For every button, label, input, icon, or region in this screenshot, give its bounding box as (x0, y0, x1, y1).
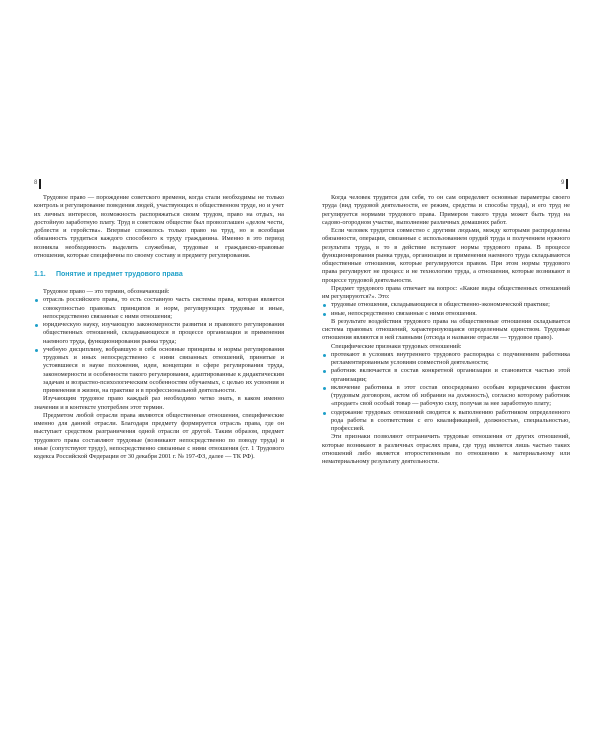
relations-list (322, 301, 570, 318)
section-heading (34, 270, 284, 279)
list-item: работник включается в состав конкретной организации и становится частью этой организации; (322, 367, 570, 384)
subject-paragraph: Предметом любой отрасли права являются общественные отношения, специфические именно для данной отрасли. Благодаря предмету формируется отрасль права, где он выступает средством разграничения одной отрасли от другой. Таким образом, предмет трудового права составляют трудовые (возникают непосредственно по поводу труда) и иные (сопутствуют труду), непосредственно связанные с ними отношения (ст. 1 Трудового кодекса Российской Федерации от 30 декабря 2001 г. № 197-ФЗ, далее — ТК РФ). (34, 411, 284, 460)
list-item: содержание трудовых отношений сводится к выполнению работником определенного рода работы в соответствии с его квалификацией, должностью, специальностью, профессией. (322, 409, 570, 434)
page-number-right: 9 (561, 180, 565, 186)
intro-paragraph: Трудовое право — порождение советского времени, когда стали необходимы не только контроль и регулирование поведения людей, участвующих в общественном труде, но и учет их личных интересов, возможность распоряжаться своим трудом, право на отдых, на достойную заработную плату. Труд в советском обществе был провозглашен «делом чести, доблести и геройства». Впервые сложилось только право на труд, но и всеобщая обязанность трудиться каждого способного к труду гражданина. Именно в это период возникла необходимость выделить служебные, трудовые и гражданско-правовые отношения, которые специфичны по своему составу и предмету регулирования. (34, 194, 284, 259)
term-meanings-list (34, 296, 284, 395)
list-item: включение работника в этот состав опосредовано особым юридическим фактом (трудовым договором, актом об избрании на должность), согласно которому работник «продает» свой особый товар — рабочую силу, получая за нее заработную плату; (322, 384, 570, 409)
list-item: трудовые отношения, складывающиеся в общественно-экономической практике; (322, 301, 570, 309)
body-paragraph: В результате воздействия трудового права на общественные отношения складывается система правовых отношений, характеризующаяся определенным единством. Трудовые отношения являются в ней главными (отсюда и название отрасли — трудовое право). (322, 317, 570, 342)
features-list (322, 351, 570, 434)
page-number-left: 8 (34, 180, 38, 186)
right-page (322, 178, 570, 466)
body-paragraph: Если человек трудится совместно с другими людьми, между которыми распределены обязанности, операции, связанные с использованием орудий труда и получением нужного результата труда, в то в действие вступают нормы трудового права. В процессе функционирования рынка труда, организации и применения наемного труда складываются общественные отношения, которые регулируются правом. При этом нормы трудового права регулируют не процесс и не технологию труда, а отношения, которые возникают в процессе трудовой деятельности. (322, 227, 570, 284)
list-item: юридическую науку, изучающую закономерности развития и правового регулирования общественных отношений, складывающихся в процессе организации и применения наемного труда, функционирования рынка труда; (34, 321, 284, 346)
body-paragraph: Когда человек трудится для себя, то он сам определяет основные параметры своего труда (вид трудовой деятельности, ее режим, средства и способы труда), и его труд не регулируется нормами трудового права. Примером такого труда может быть труд на садово-огородном участке, выполнение различных домашних работ. (322, 194, 570, 226)
context-paragraph: Изучающим трудовое право каждый раз необходимо четко знать, в каком именно значении и в контексте употреблен этот термин. (34, 395, 284, 411)
left-page (34, 178, 284, 461)
body-paragraph: Эти признаки позволяют отграничить трудовые отношения от других отношений, которые возникают в различных отраслях права, где труд является лишь частью таких отношений либо является второстепенным по отношению к материальному или нематериальному результату деятельности. (322, 433, 570, 465)
list-item: отрасль российского права, то есть составную часть системы права, которая является совокупностью правовых принципов и норм, регулирующих трудовые и иные, непосредственно связанные с ними отношения; (34, 296, 284, 321)
section-number: 1.1. (34, 271, 46, 278)
section-title: Понятие и предмет трудового права (56, 271, 183, 278)
body-paragraph: Специфические признаки трудовых отношений: (331, 342, 462, 350)
term-intro: Трудовое право — это термин, обозначающий: (43, 288, 170, 295)
list-item: протекают в условиях внутреннего трудового распорядка с подчинением работника регламентированным условиям совместной деятельности; (322, 351, 570, 368)
body-paragraph: Предмет трудового права отвечает на вопрос: «Какие виды общественных отношений им регулируются?». Это: (322, 284, 570, 300)
list-item: иные, непосредственно связанные с ними отношения. (322, 310, 570, 318)
list-item: учебную дисциплину, вобравшую в себя основные принципы и нормы регулирования трудовых и иных непосредственно с ними связанных отношений, принятые и устоявшиеся в науке положения, идеи, концепции в сфере регулирования труда, закономерности и особенности такого регулирования, адаптированные к дидактическим задачам и возрастно-психологическим особенностям обучаемых, с целью их усвоения и применения в жизни, на практике и в профессиональной деятельности. (34, 346, 284, 396)
